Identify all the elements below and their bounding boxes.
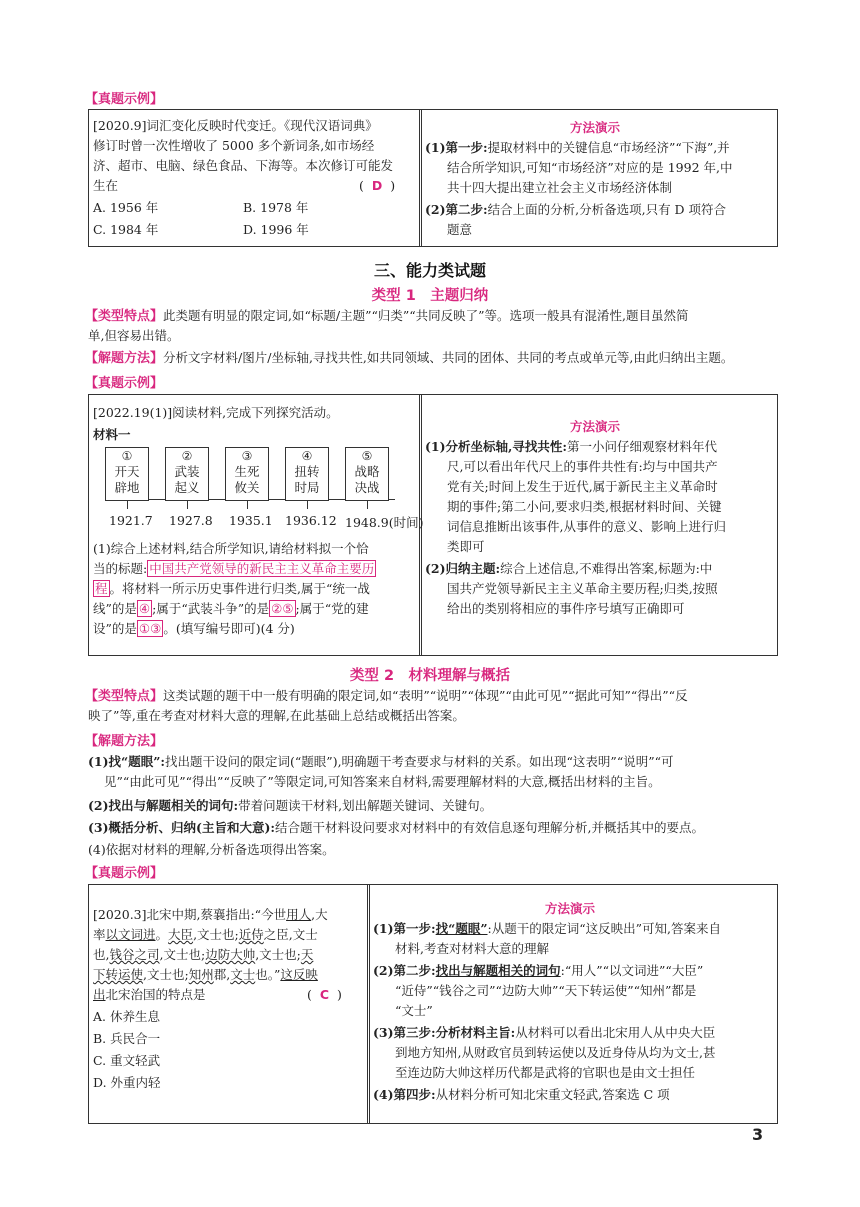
q3-method2-line-1: (2)第二步:找出与解题相关的词句:“用人”“以文词进”“大臣” — [373, 963, 704, 978]
q3-method3-line-1: (3)第三步:分析材料主旨:从材料可以看出北宋用人从中央大臣 — [373, 1025, 716, 1040]
q2-method2-line-2: 国共产党领导新民主主义革命主要历程;归类,按照 — [447, 581, 718, 596]
timeline-tick — [367, 501, 368, 509]
q2-method-title: 方法演示 — [570, 419, 621, 434]
q3-line-5: 出北宋治国的特点是 — [93, 987, 206, 1002]
type1-feature-line-2: 单,但容易出错。 — [88, 328, 180, 343]
type2-title: 类型 2 材料理解与概括 — [349, 668, 511, 684]
q2-part1-line-2: 当的标题: 中国共产党领导的新民主主义革命主要历 — [93, 561, 375, 576]
q3-option-a: A. 休养生息 — [93, 1009, 160, 1024]
q1-line-1: [2020.9]词汇变化反映时代变迁。《现代汉语词典》 — [93, 118, 378, 133]
timeline-card-number: ⑤ — [361, 449, 373, 463]
type1-feature-line-1: 【类型特点】此类题有明显的限定词,如“标题/主题”“归类”“共同反映了”等。选项一般具有混淆性,题目虽然简 — [85, 308, 689, 324]
timeline-card-line-1: 战略 — [354, 464, 380, 479]
example-tag-2: 【真题示例】 — [85, 376, 164, 391]
column-divider — [367, 885, 370, 1123]
q1-line-3: 济、超市、电脑、绿色食品、下海等。本次修订可能发 — [93, 158, 394, 173]
timeline-card-line-2: 决战 — [354, 480, 380, 495]
q2-method1-line-5: 词信息推断出该事件,从事件的意义、影响上进行归 — [447, 519, 726, 534]
q2-intro: [2022.19(1)]阅读材料,完成下列探究活动。 — [93, 405, 339, 420]
type2-step4: (4)依据对材料的理解,分析备选项得出答案。 — [88, 842, 335, 857]
q1-step2-line-1: (2)第二步:结合上面的分析,分析备选项,只有 D 项符合 — [425, 202, 727, 217]
q3-line-4: 下转运使,文士也;知州郡,文士也。”这反映 — [93, 967, 318, 982]
timeline-card-line-1: 开天 — [114, 464, 140, 479]
q1-step1-line-1: (1)第一步:提取材料中的关键信息“市场经济”“下海”,并 — [425, 140, 730, 155]
q3-method-title: 方法演示 — [545, 901, 596, 916]
timeline-card-line-2: 时局 — [294, 480, 320, 495]
example-tag-1: 【真题示例】 — [85, 92, 164, 107]
q1-line-2: 修订时曾一次性增收了 5000 多个新词条,如市场经 — [93, 138, 375, 153]
timeline-card-number: ④ — [301, 449, 313, 463]
type1-title: 类型 1 主题归纳 — [371, 288, 489, 304]
q2-part1-line-1: (1)综合上述材料,结合所学知识,请给材料拟一个恰 — [93, 541, 369, 556]
q1-method-title: 方法演示 — [570, 120, 621, 135]
q1-answer: ( D ) — [359, 178, 396, 193]
timeline-card-line-2: 攸关 — [234, 480, 260, 495]
q2-method1-line-4: 期的事件;第二小问,要求归类,根据材料时间、关键 — [447, 499, 722, 514]
q2-part2-line: 线”的是 ④ ;属于“武装斗争”的是 ②⑤ ;属于“党的建 — [93, 601, 369, 616]
q1-option-a: A. 1956 年 — [93, 200, 159, 215]
q1-step1-line-3: 共十四大提出建立社会主义市场经济体制 — [447, 180, 673, 195]
q2-part1-line-3: 程 。将材料一所示历史事件进行归类,属于“统一战 — [95, 581, 370, 596]
question-box-3 — [88, 884, 778, 1124]
q1-option-d: D. 1996 年 — [243, 222, 309, 237]
type2-feature-line-1: 【类型特点】这类试题的题干中一般有明确的限定词,如“表明”“说明”“体现”“由此可见”“据此可知”“得出”“反 — [85, 688, 688, 704]
timeline-card-line-1: 武装 — [174, 464, 200, 479]
timeline-date: 1936.12 — [285, 513, 337, 528]
timeline-tick — [187, 501, 188, 509]
timeline-card-number: ① — [121, 449, 133, 463]
timeline-card-number: ③ — [241, 449, 253, 463]
q3-method3-line-3: 至连边防大帅这样历代都是武将的官职也是由文士担任 — [395, 1065, 696, 1080]
q2-method2-line-3: 给出的类别将相应的事件序号填写正确即可 — [447, 601, 685, 616]
q3-method2-line-3: “文士” — [395, 1003, 433, 1018]
q3-answer: ( C ) — [307, 987, 342, 1002]
timeline-card-line-2: 辟地 — [114, 480, 140, 495]
timeline-card — [285, 447, 329, 501]
q1-option-c: C. 1984 年 — [93, 222, 159, 237]
timeline-date: 1935.1 — [229, 513, 273, 528]
timeline-card — [345, 447, 389, 501]
q3-method3-line-2: 到地方知州,从财政官员到转运使以及近身侍从均为文士,甚 — [395, 1045, 716, 1060]
timeline-card-line-2: 起义 — [174, 480, 200, 495]
question-box-1 — [88, 109, 778, 247]
type2-step3: (3)概括分析、归纳(主旨和大意):结合题干材料设问要求对材料中的有效信息逐句理解分析,并概括其中的要点。 — [88, 820, 704, 835]
q2-material-label: 材料一 — [93, 427, 131, 442]
timeline-tick — [307, 501, 308, 509]
timeline-date: 1948.9(时间) — [345, 515, 424, 530]
q3-option-b: B. 兵民合一 — [93, 1031, 161, 1046]
timeline-card — [165, 447, 209, 501]
timeline-card-number: ② — [181, 449, 193, 463]
timeline-card — [225, 447, 269, 501]
q3-line-3: 也,钱谷之司,文士也;边防大帅,文士也;天 — [93, 947, 314, 962]
q2-method1-line-6: 类即可 — [447, 539, 485, 554]
type1-method: 【解题方法】分析文字材料/图片/坐标轴,寻找共性,如共同领域、共同的团体、共同的考点或单元等,由此归纳出主题。 — [85, 350, 734, 366]
question-box-2 — [88, 394, 778, 656]
q3-method1-line-2: 材料,考查对材料大意的理解 — [395, 941, 549, 956]
q1-step1-line-2: 结合所学知识,可知“市场经济”对应的是 1992 年,中 — [447, 160, 733, 175]
q2-method1-line-3: 党有关;时间上发生于近代,属于新民主主义革命时 — [447, 479, 718, 494]
q3-method1-line-1: (1)第一步:找“题眼”:从题干的限定词“这反映出”可知,答案来自 — [373, 921, 721, 936]
q3-line-2: 率以文词进。大臣,文士也;近侍之臣,文士 — [93, 927, 318, 942]
type2-step2: (2)找出与解题相关的词句:带着问题读干材料,划出解题关键词、关键句。 — [88, 798, 493, 813]
timeline-tick — [247, 501, 248, 509]
q2-method1-line-2: 尺,可以看出年代尺上的事件共性有:均与中国共产 — [447, 459, 718, 474]
q1-option-b: B. 1978 年 — [243, 200, 309, 215]
timeline-date: 1927.8 — [169, 513, 213, 528]
timeline-card — [105, 447, 149, 501]
type2-step1-line-2: 见”“由此可见”“得出”“反映了”等限定词,可知答案来自材料,需要理解材料的大意,概括出材料的主旨。 — [104, 774, 661, 789]
q3-method4-line: (4)第四步:从材料分析可知北宋重文轻武,答案选 C 项 — [373, 1087, 670, 1102]
timeline-tick — [127, 501, 128, 509]
timeline-card-line-1: 扭转 — [294, 464, 320, 479]
q2-part3-line: 设”的是 ①③ 。(填写编号即可)(4 分) — [93, 621, 295, 636]
timeline-date: 1921.7 — [109, 513, 153, 528]
q1-line-4: 生在 — [93, 178, 119, 193]
section-title: 三、能力类试题 — [373, 261, 486, 280]
q1-step2-line-2: 题意 — [447, 222, 473, 237]
q2-method1-line-1: (1)分析坐标轴,寻找共性:第一小问仔细观察材料年代 — [425, 439, 718, 454]
q3-option-d: D. 外重内轻 — [93, 1075, 161, 1090]
q3-line-1: [2020.3]北宋中期,蔡襄指出:“今世用人,大 — [93, 907, 328, 922]
example-tag-3: 【真题示例】 — [85, 866, 164, 881]
column-divider — [419, 110, 422, 246]
timeline-card-line-1: 生死 — [234, 464, 260, 479]
q2-method2-line-1: (2)归纳主题:综合上述信息,不难得出答案,标题为:中 — [425, 561, 713, 576]
page-number: 3 — [752, 1125, 764, 1144]
method-tag-2: 【解题方法】 — [85, 734, 164, 749]
type2-feature-line-2: 映了”等,重在考查对材料大意的理解,在此基础上总结或概括出答案。 — [88, 708, 465, 723]
q3-option-c: C. 重文轻武 — [93, 1053, 161, 1068]
q3-method2-line-2: “近侍”“钱谷之司”“边防大帅”“天下转运使”“知州”都是 — [395, 983, 697, 998]
type2-step1-line-1: (1)找“题眼”:找出题干设问的限定词(“题眼”),明确题干考查要求与材料的关系。如出现“这表明”“说明”“可 — [88, 754, 674, 769]
